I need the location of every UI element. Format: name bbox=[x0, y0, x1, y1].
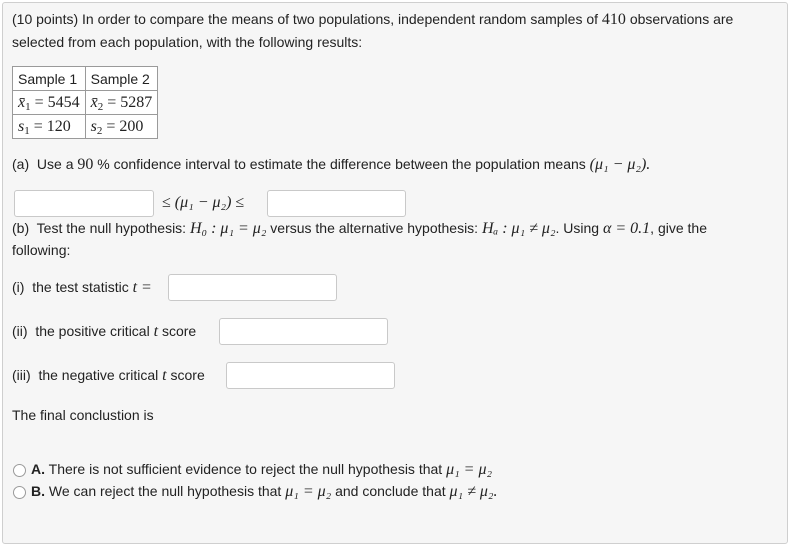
difference-expression: (μ₁ − μ₂). bbox=[589, 156, 651, 173]
part-b-text-d: , give the bbox=[650, 220, 707, 236]
conclusion-label: The final conclustion is bbox=[12, 407, 154, 423]
mean-sample-2: $x̄_2 = 5287$ bbox=[85, 91, 158, 115]
part-a-label: (a) bbox=[12, 156, 30, 172]
option-a[interactable] bbox=[31, 461, 492, 479]
sub-iii-text-a: the negative critical bbox=[38, 367, 159, 383]
option-a-math: μ₁ = μ₂ bbox=[446, 461, 493, 478]
sub-iii-label: (iii) bbox=[12, 367, 31, 383]
intro-line-2: selected from each population, with the following results: bbox=[12, 34, 363, 50]
header-sample-2: Sample 2 bbox=[85, 67, 158, 91]
ci-inequality: ≤ (μ₁ − μ₂) ≤ bbox=[162, 194, 245, 211]
part-b-text-c: . Using bbox=[555, 220, 600, 236]
sub-ii-label: (ii) bbox=[12, 323, 28, 339]
sub-ii-symbol: t bbox=[153, 323, 159, 340]
option-b-letter: B. bbox=[31, 483, 45, 499]
option-b[interactable] bbox=[31, 483, 497, 501]
ci-lower-input[interactable] bbox=[14, 190, 154, 217]
part-b-label: (b) bbox=[12, 220, 30, 236]
part-a-question bbox=[12, 156, 650, 174]
sub-i-text: the test statistic bbox=[32, 279, 129, 295]
ci-upper-input[interactable] bbox=[267, 190, 406, 217]
points-label: (10 points) bbox=[12, 11, 79, 27]
sub-iii-symbol: t bbox=[162, 367, 167, 384]
mean-sample-1: $x̄_1 = 5454$ bbox=[13, 91, 86, 115]
part-a-text-a: Use a bbox=[36, 156, 74, 172]
sd-sample-1: $s_1 = 120$ bbox=[13, 115, 86, 139]
sample-size: 410 bbox=[601, 11, 626, 28]
sub-i-symbol: t = bbox=[132, 279, 152, 296]
option-b-radio[interactable] bbox=[13, 486, 26, 499]
sd-sample-2: $s_2 = 200$ bbox=[85, 115, 158, 139]
part-b-line-2: following: bbox=[12, 242, 71, 258]
option-b-math-1: μ₁ = μ₂ bbox=[285, 483, 332, 500]
sample-table bbox=[12, 66, 158, 139]
sub-ii-text-b: score bbox=[161, 323, 197, 339]
sub-i-label-row bbox=[12, 279, 152, 297]
sub-i-label: (i) bbox=[12, 279, 25, 295]
option-b-math-2: μ₁ ≠ μ₂. bbox=[449, 483, 498, 500]
part-b-question bbox=[12, 220, 707, 238]
sub-ii-label-row bbox=[12, 323, 196, 341]
option-a-radio[interactable] bbox=[13, 464, 26, 477]
option-b-text-b: and conclude that bbox=[335, 483, 446, 499]
null-hypothesis: H₀ : μ₁ = μ₂ bbox=[189, 220, 267, 237]
sub-ii-text-a: the positive critical bbox=[35, 323, 150, 339]
sub-iii-text-b: score bbox=[170, 367, 205, 383]
intro-line-1 bbox=[12, 11, 733, 29]
intro-text-b: observations are bbox=[629, 11, 734, 27]
part-b-text-a: Test the null hypothesis: bbox=[36, 220, 187, 236]
part-a-text-b: % confidence interval to estimate the difference between the population means bbox=[97, 156, 586, 172]
test-statistic-input[interactable] bbox=[168, 274, 337, 301]
alt-hypothesis: Hₐ : μ₁ ≠ μ₂ bbox=[481, 220, 556, 237]
intro-text-a: In order to compare the means of two populations, independent random samples of bbox=[82, 11, 599, 27]
negative-critical-input[interactable] bbox=[226, 362, 395, 389]
positive-critical-input[interactable] bbox=[219, 318, 388, 345]
part-b-text-b: versus the alternative hypothesis: bbox=[270, 220, 479, 236]
header-sample-1: Sample 1 bbox=[13, 67, 86, 91]
option-a-letter: A. bbox=[31, 461, 45, 477]
option-b-text-a: We can reject the null hypothesis that bbox=[48, 483, 282, 499]
sub-iii-label-row bbox=[12, 367, 205, 385]
confidence-level: 90 bbox=[77, 156, 94, 173]
option-a-text: There is not sufficient evidence to reject the null hypothesis that bbox=[48, 461, 443, 477]
alpha-value: α = 0.1 bbox=[602, 220, 651, 237]
